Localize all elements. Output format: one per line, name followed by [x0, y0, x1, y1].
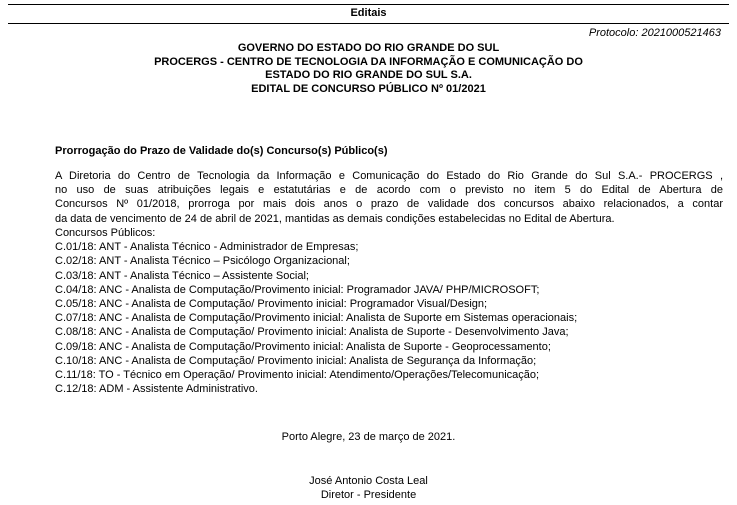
top-rule	[8, 4, 729, 5]
section-header: Editais	[350, 7, 387, 19]
list-item: C.11/18: TO - Técnico em Operação/ Provimento inicial: Atendimento/Operações/Telecomunicação;	[55, 369, 540, 382]
body-line: A Diretoria do Centro de Tecnologia da Informação e Comunicação do Estado do Rio Grande do Sul S.A.- PROCERGS ,	[55, 170, 723, 182]
heading-line-government: GOVERNO DO ESTADO DO RIO GRANDE DO SUL	[237, 42, 500, 54]
body-line: no uso de suas atribuições legais e estatutárias e de acordo com o previsto no item 5 do Edital de Abertura de	[55, 184, 723, 197]
concursos-list	[55, 226, 577, 396]
document-subject: Prorrogação do Prazo de Validade do(s) Concurso(s) Público(s)	[55, 145, 388, 157]
list-item: C.01/18: ANT - Analista Técnico - Administrador de Empresas;	[55, 241, 359, 254]
heading-line-state: ESTADO DO RIO GRANDE DO SUL S.A.	[265, 69, 472, 81]
place-and-date: Porto Alegre, 23 de março de 2021.	[281, 431, 456, 443]
list-item: C.03/18: ANT - Analista Técnico – Assistente Social;	[55, 269, 309, 282]
concursos-list-title: Concursos Públicos:	[55, 227, 156, 239]
list-item: C.04/18: ANC - Analista de Computação/Provimento inicial: Programador JAVA/ PHP/MICROSOFT;	[55, 283, 540, 296]
heading-line-organization: PROCERGS - CENTRO DE TECNOLOGIA DA INFORMAÇÃO E COMUNICAÇÃO DO	[154, 55, 583, 68]
list-item: C.07/18: ANC - Analista de Computação/Provimento inicial: Analista de Suporte em Sistemas operacionais;	[55, 312, 578, 325]
document-heading	[0, 42, 737, 96]
body-paragraph	[55, 169, 723, 226]
list-item: C.09/18: ANC - Analista de Computação/Provimento inicial: Analista de Suporte - Geoprocessamento;	[55, 340, 551, 353]
signer-title: Diretor - Presidente	[320, 489, 417, 501]
list-item: C.08/18: ANC - Analista de Computação/ Provimento inicial: Analista de Suporte - Desenvolvimento Java;	[55, 326, 569, 339]
list-item: C.02/18: ANT - Analista Técnico – Psicólogo Organizacional;	[55, 255, 350, 268]
header-rule	[8, 23, 729, 24]
list-item: C.10/18: ANC - Analista de Computação/ Provimento inicial: Analista de Segurança da Informação;	[55, 354, 537, 367]
protocol-number: Protocolo: 2021000521463	[588, 27, 721, 39]
list-item: C.05/18: ANC - Analista de Computação/ Provimento inicial: Programador Visual/Design;	[55, 298, 488, 311]
body-line: Concursos Nº 01/2018, prorroga por mais dois anos o prazo de validade dos concursos abaixo relacionados, a contar	[55, 198, 723, 211]
body-line: da data de vencimento de 24 de abril de 2021, mantidas as demais condições estabelecidas no Edital de Abertura.	[55, 212, 615, 225]
list-item: C.12/18: ADM - Assistente Administrativo.	[55, 383, 258, 396]
signer-name: José Antonio Costa Leal	[309, 475, 428, 487]
signature-block	[0, 474, 737, 502]
heading-line-edital: EDITAL DE CONCURSO PÚBLICO Nº 01/2021	[251, 82, 486, 95]
